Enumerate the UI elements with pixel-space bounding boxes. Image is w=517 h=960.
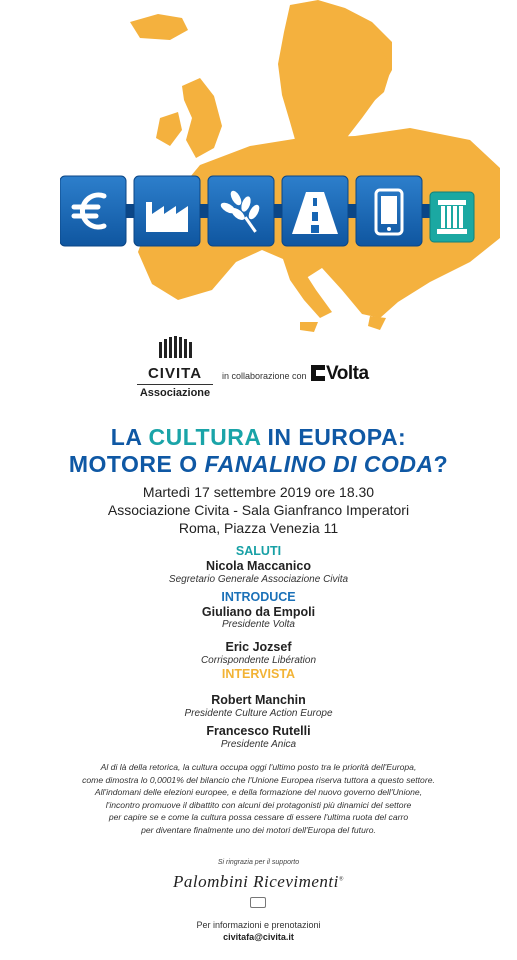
description-line: per capire se e come la cultura possa cessare di essere l'ultima ruota del carro <box>108 812 409 822</box>
civita-subtitle: Associazione <box>139 387 211 399</box>
civita-divider <box>137 384 213 385</box>
road-block <box>282 176 348 246</box>
intervistatore-role: Corrispondente Libération <box>200 655 317 666</box>
title-italic: FANALINO DI CODA <box>204 451 434 477</box>
description-line: come dimostra lo 0,0001% del bilancio che l'Unione Europea riserva tuttora a questo settore. <box>82 774 435 785</box>
description-line: Al di là della retorica, la cultura occupa oggi l'ultimo posto tra le priorità dell'Europa, <box>100 762 417 772</box>
euro-block <box>60 176 126 246</box>
title-highlight: CULTURA <box>148 424 261 450</box>
volta-mark-icon <box>311 365 325 381</box>
wheat-block <box>208 176 274 246</box>
sponsor-emblem-icon <box>250 897 266 908</box>
introduce-role: Presidente Volta <box>221 619 295 630</box>
guest2-role: Presidente Anica <box>220 739 297 750</box>
event-address: Roma, Piazza Venezia 11 <box>178 520 339 536</box>
guest1-name: Robert Manchin <box>211 693 306 707</box>
guest2-name: Francesco Rutelli <box>206 724 311 738</box>
intervistatore-name: Eric Jozsef <box>225 640 292 654</box>
volta-name: Volta <box>326 363 369 384</box>
guest1-role: Presidente Culture Action Europe <box>184 708 333 719</box>
civita-building-icon <box>155 336 195 358</box>
event-date: Martedì 17 settembre 2019 ore 18.30 <box>142 484 375 500</box>
factory-block <box>134 176 200 246</box>
event-venue: Associazione Civita - Sala Gianfranco Imperatori <box>107 502 410 518</box>
column-block <box>430 192 474 242</box>
title-line-1: LA CULTURA IN EUROPA: <box>110 424 407 450</box>
introduce-name: Giuliano da Empoli <box>201 605 316 619</box>
civita-logo <box>133 336 217 399</box>
description-line: All'indomani delle elezioni europee, e della formazione del nuovo governo dell'Unione, <box>94 787 423 797</box>
sponsor-name: Palombini Ricevimenti <box>173 872 339 891</box>
icon-blocks-row <box>60 174 517 250</box>
smartphone-block <box>356 176 422 246</box>
sponsor-logo: Palombini Ricevimenti® <box>173 872 344 891</box>
contact-email[interactable]: civitafa@civita.it <box>223 932 294 942</box>
saluti-role: Segretario Generale Associazione Civita <box>168 574 349 585</box>
description-line: per diventare finalmente uno dei motori dell'Europa del futuro. <box>141 824 376 835</box>
title-line-2: MOTORE O FANALINO DI CODA? <box>68 451 449 477</box>
introduce-label: INTRODUCE <box>221 590 296 604</box>
civita-name: CIVITA <box>147 365 203 382</box>
logos-row <box>0 336 517 400</box>
thanks-text: Si ringrazia per il supporto <box>217 859 300 866</box>
collaboration-text: in collaborazione con <box>222 371 307 381</box>
description <box>40 761 477 836</box>
saluti-label: SALUTI <box>235 544 282 558</box>
saluti-name: Nicola Maccanico <box>206 559 311 573</box>
volta-logo <box>311 363 369 385</box>
description-line: l'incontro promuove il dibattito con alcuni dei protagonisti più dinamici del settore <box>105 799 412 810</box>
info-text: Per informazioni e prenotazioni <box>196 920 321 930</box>
intervista-label: INTERVISTA <box>221 667 296 681</box>
europe-map <box>0 0 517 340</box>
